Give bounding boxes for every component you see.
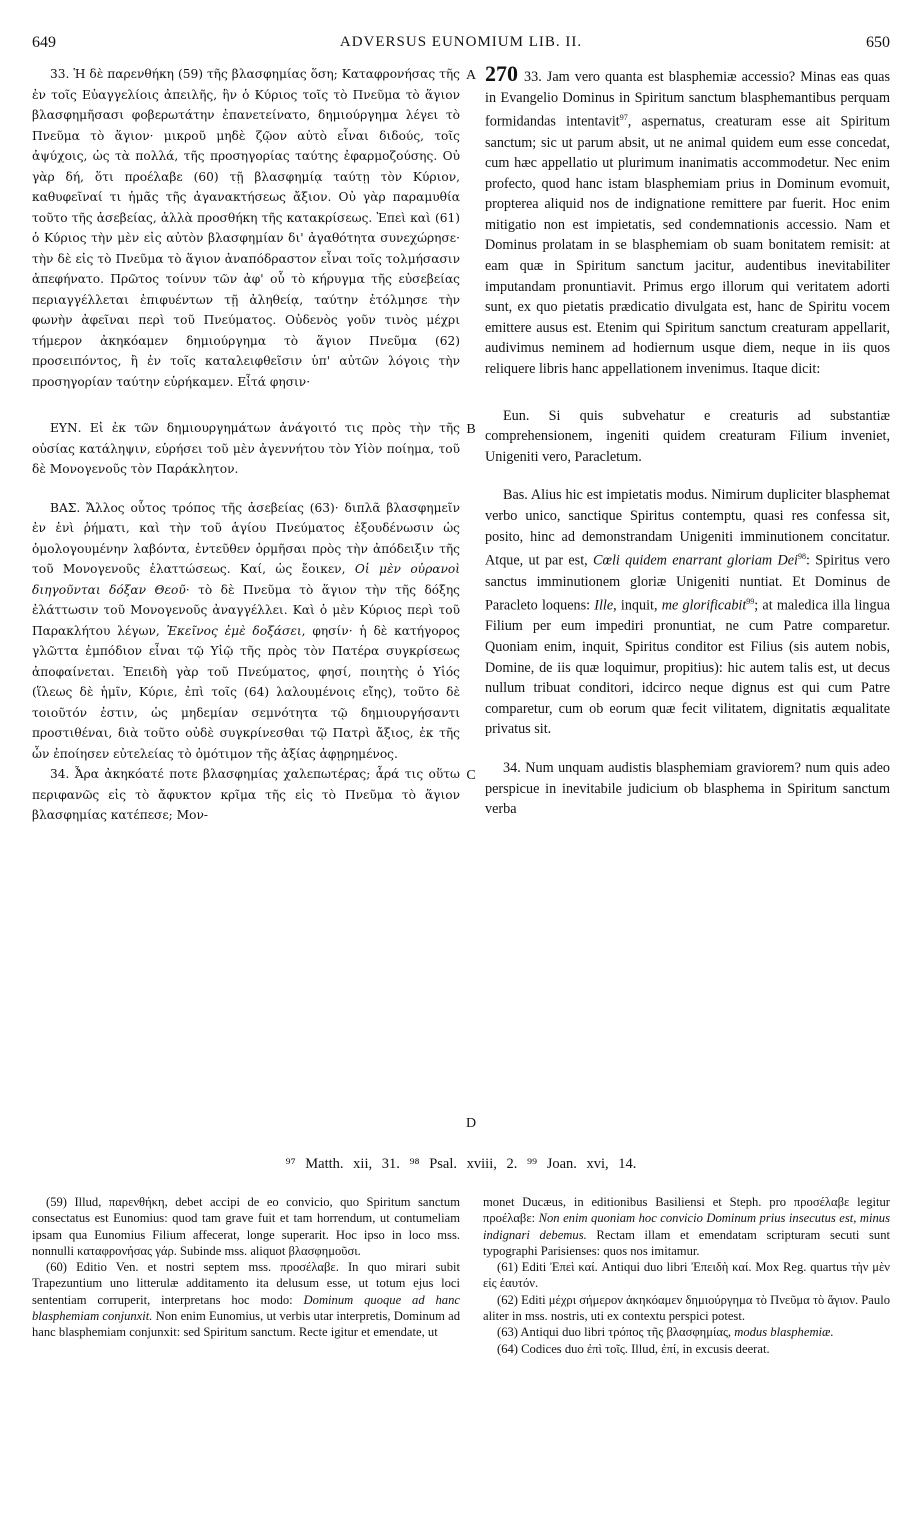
greek-paragraph-34: 34. Ἆρα ἀκηκόατέ ποτε βλασφημίας χαλεπωτέρας; ἆρά τις οὕτω περιφανῶς εἰς τὸ ἄφυκτον κρῖμα τῆς εἰς τὸ Πνεῦμα τὸ ἅγιον βλασφημίας κατέπεσε; Μον- xyxy=(32,767,460,822)
latin-paragraph-eunomius: Eun. Si quis subvehatur e creaturis ad substantiæ comprehensionem, ingeniti quidem creaturam Filium inveniet, Unigeniti vero, Paracletum. xyxy=(485,407,890,465)
greek-quote-psalm: Οἱ μὲν οὐρανοὶ διηγοῦνται δόξαν Θεοῦ xyxy=(32,562,460,597)
greek-paragraph-33: 33. Ἡ δὲ παρενθήκη (59) τῆς βλασφημίας ὅση; Καταφρονήσας τῆς ἐν τοῖς Εὐαγγελίοις ἀπειλῆς, ἣν ὁ Κύριος τοῖς τὸ Πνεῦμα τὸ ἅγιον βλασφημῆσασι φοβερωτάτην ἐπανετείνατο, δημιούργημα λέγει τὸ Πνεῦμα τὸ ἅγιον· μικροῦ μηδὲ ζῷον αὐτὸ εἶναι διδούς, τοῖς ἀψύχοις, ὡς τὰ πολλά, τῆς προσηγορίας ταύτης ἐφαρμοζούσης. Οὐ γὰρ δή, ὅτι προέλαβε (60) τῇ βλασφημίᾳ ταύτῃ τὸν Κύριον, καθυφεῖναί τι ἡμᾶς τῆς ἀγανακτήσεως ἄξιον. Οὐ γὰρ παραμυθία τοῦτο τῆς ἀσεβείας, ἀλλὰ προσθήκη τῆς κατακρίσεως. Ἐπεὶ καὶ (61) ὁ Κύριος τὴν μὲν εἰς αὐτὸν βλασφημίαν δι' ἀγαθότητα συνεχώρησε· τὴν δὲ εἰς τὸ Πνεῦμα τὸ ἅγιον ἀναπόδραστον εἶναι τοῖς τολμήσασιν ἀπεφήνατο. Πρῶτος τοίνυν τῶν ἀφ' οὗ τὸ κήρυγμα τῆς εὐσεβείας περιαγγέλλεται ἐπιφυέντων τῇ ἀληθείᾳ, ταύτην ἐτόλμησε τὴν φωνὴν ἀφεῖναι περὶ τοῦ Πνεύματος. Οὐδενὸς γοῦν τινὸς μέχρι τήμερον ἀκηκόαμεν δημιούργημα τὸ ἅγιον Πνεῦμα (62) προσειπόντος, ἢ ἐν τοῖς καταλειφθεῖσιν ὑπ' αὐτῶν λόγοις τὴν προσηγορίαν ταύτην εὑρήκαμεν. Εἶτά φησιν· xyxy=(32,67,460,389)
section-marker-a: A xyxy=(465,68,477,83)
latin-paragraph-basil: Bas. Alius hic est impietatis modus. Nimirum dupliciter blasphemat verbo unico, sanctique Spiritus contemptu, quasi res confessa sit, posito, hinc ad demonstrandam Unigeniti imminutionem concitatur. Atque, ut par est, Cœli quidem enarrant gloriam Dei$^{98}$: Spiritus vero sanctus imminutionem gloriæ Unigeniti nuntiat. Et Dominus de Paracleto loquens: Ille, inquit, me glorificabit$^{99}$; at maledica illa lingua Filium per eum impediri pronuntiat, ne cum Patre comparetur. Quoniam enim, inquit, Spiritus conditor est Filius (sis autem nobis, Domine, de iis quæ loquimur, propitius): hic autem talis est, ut decus nullum tribuat conditori, idcirco neque dignus est qui cum Patre comparetur, cum ob eorum quæ fecit vilitatem, dignitatis æqualitate privatus sit. xyxy=(485,487,891,738)
footnote-60: (60) Editio Ven. et nostri septem mss. προσέλαβε. In quo mirari subit Trapezuntium uno litterulæ additamento ita delusum esse, ut totum ejus loci sententiam corruperit, interpretans hoc modo: Dominum quoque ad hanc blasphemiam conjunxit. Non enim Eunomius, ut verbis utar interpretis, Dominum ad hanc blasphemiam conjunxit: sed Spiritum sanctum. Recte igitur et emendate, ut xyxy=(32,1260,460,1340)
footnotes-right xyxy=(483,1194,890,1357)
margin-number: 270 xyxy=(485,61,518,86)
latin-paragraph-34: 34. Num unquam audistis blasphemiam graviorem? num quis adeo perspicue in inevitabile judicium ob blasphema in Spiritum sanctum verba xyxy=(485,760,890,818)
footnote-ref-97: 97 xyxy=(619,113,628,123)
section-marker-c: C xyxy=(466,768,476,783)
running-title: ADVERSUS EUNOMIUM LIB. II. xyxy=(339,34,583,50)
footnote-ref-99: 99 xyxy=(746,597,755,607)
footnote-59: (59) Illud, παρενθήκη, debet accipi de eo convicio, quo Spiritum sanctum consectatus est Eunomius: quod tam grave fuit et tam horrendum, ut contumeliam ipsam qua Eunomius Filium affecerat, longe superarit. Hoc ipso in loco mss. nonnulli καταφρονήσας γάρ. Subinde mss. aliquot βλασφημοῦσι. xyxy=(32,1195,460,1258)
latin-quote-psalm: Cœli quidem enarrant gloriam Dei xyxy=(593,552,799,569)
footnote-60-continued: monet Ducæus, in editionibus Basiliensi et Steph. pro προσέλαβε legitur προέλαβε: Non enim quoniam hoc convicio Dominum prius insecutus est, minus indignari debemus. Rectam illam et emendatam scripturam secuti sunt typographi Parisienses: quos nos imitamur. xyxy=(483,1195,890,1258)
latin-quote-glorificabit: me glorificabit xyxy=(661,597,747,614)
greek-column xyxy=(32,64,460,826)
scripture-references: ⁹⁷ Matth. xii, 31. ⁹⁸ Psal. xviii, 2. ⁹⁹ Joan. xvi, 14. xyxy=(285,1156,637,1172)
latin-paragraph-33: 270 33. Jam vero quanta est blasphemiæ accessio? Minas eas quas in Evangelio Dominus in Spiritum sanctum blasphemantibus perquam formidandas intentavit$^{97}$, aspernatus, creaturam esse ait Spiritum sanctum; sic ut parum absit, ut ne animal quidem eum esse concedat, cum hæc appellatio ut plurimum inanimatis accommodetur. Nec enim profecto, quod hanc istam blasphemiam prius in Dominum evomuit, propterea aliquid nos de indignatione remittere par fuerit. Hoc enim mitigatio non est impietatis, sed condemnationis accessio. Nam et Dominus prolatam in se blasphemiam ob suam bonitatem remisit: at eam quæ in Spiritum sanctum jacitur, audentibus inevitabiliter imputandam pronuntiavit. Primus ergo illorum qui veritatem adorti sunt, ex quo pietatis prædicatio divulgata est, hanc de Spiritu vocem emittere ausus est. Etenim qui Spiritum sanctum creaturam appellarit, audivimus neminem ad hodiernum usque diem, neque in iis quos reliquere libris hanc appellationem invenimus. Itaque dicit: xyxy=(485,61,890,378)
section-marker-b: B xyxy=(466,422,476,437)
footnote-63: (63) Antiqui duo libri τρόπος τῆς βλασφημίας, modus blasphemiæ. xyxy=(497,1325,834,1340)
footnote-ref-98: 98 xyxy=(798,552,807,562)
footnote-64: (64) Codices duo ἐπὶ τοῖς. Illud, ἐπί, in excusis deerat. xyxy=(497,1341,770,1356)
latin-quote-ille: Ille xyxy=(594,597,614,614)
greek-paragraph-eunomius: ΕΥΝ. Εἰ ἐκ τῶν δημιουργημάτων ἀνάγοιτό τις πρὸς τὴν τῆς οὐσίας κατάληψιν, εὑρήσει τοῦ μὲν ἀγεννήτου τὸν Υἱὸν ποίημα, τοῦ δὲ Μονογενοῦς τὸν Παράκλητον. xyxy=(32,421,460,476)
greek-paragraph-basil: ΒΑΣ. Ἄλλος οὗτος τρόπος τῆς ἀσεβείας (63)· διπλᾶ βλασφημεῖν ἐν ἑνὶ ῥήματι, καὶ τὴν τοῦ ἁγίου Πνεύματος ἐξουδένωσιν ὡς ὁμολογουμένην λαβόντα, ἐντεῦθεν ὁρμῆσαι πρὸς τὴν ἀπόδειξιν τῆς τοῦ Μονογενοῦς ἐλαττώσεως. Καί, ὡς ἔοικεν, Οἱ μὲν οὐρανοὶ διηγοῦνται δόξαν Θεοῦ· τὸ δὲ Πνεῦμα τὸ ἅγιον τὴν τῆς δόξης ἐλάττωσιν τοῦ Μονογενοῦς ἀναγγέλλει. Καὶ ὁ μὲν Κύριος περὶ τοῦ Παρακλήτου λέγων, Ἐκεῖνος ἐμὲ δοξάσει, φησίν· ἡ δὲ κατήγορος γλῶττα ἐμπόδιον εἶναι τῷ Υἱῷ τῆς πρὸς τὸν Πατέρα συγκρίσεως ἀποφαίνεται. Ἐπειδὴ γὰρ τοῦ Πνεύματος, φησί, ποιητὴς ὁ Υἱός (ἵλεως δὲ ἡμῖν, Κύριε, ἐπὶ τοῖς (64) λαλουμένοις εἴης), τοῦτο δὲ τοιοῦτόν ἐστιν, ὡς μηδεμίαν σεμνότητα τῷ δημιουργήσαντι προστιθέναι, διὰ τοῦτο οὐδὲ συγκρίνεσθαι τῷ Πατρὶ ἄξιος, ἐκ τῆς ὧν ἐποίησεν εὐτελείας τὸ ὁμότιμον τῆς ἀξίας ἀφῃρημένος. xyxy=(32,500,460,761)
section-marker-d: D xyxy=(465,1116,477,1131)
page-number-left: 649 xyxy=(32,34,56,51)
footnote-62: (62) Editi μέχρι σήμερον ἀκηκόαμεν δημιούργημα τὸ Πνεῦμα τὸ ἅγιον. Paulo aliter in mss. nostris, uti ex contextu perspici potest. xyxy=(483,1292,890,1324)
footnote-61: (61) Editi Ἐπεὶ καί. Antiqui duo libri Ἐπειδὴ καί. Mox Reg. quartus τὴν μὲν εἰς ἑαυτόν. xyxy=(483,1260,890,1291)
running-header xyxy=(32,34,890,56)
latin-column xyxy=(485,61,891,820)
page-number-right: 650 xyxy=(866,34,890,51)
footnotes-left xyxy=(32,1194,460,1341)
greek-quote-john: Ἐκεῖνος ἐμὲ δοξάσει xyxy=(166,623,302,638)
